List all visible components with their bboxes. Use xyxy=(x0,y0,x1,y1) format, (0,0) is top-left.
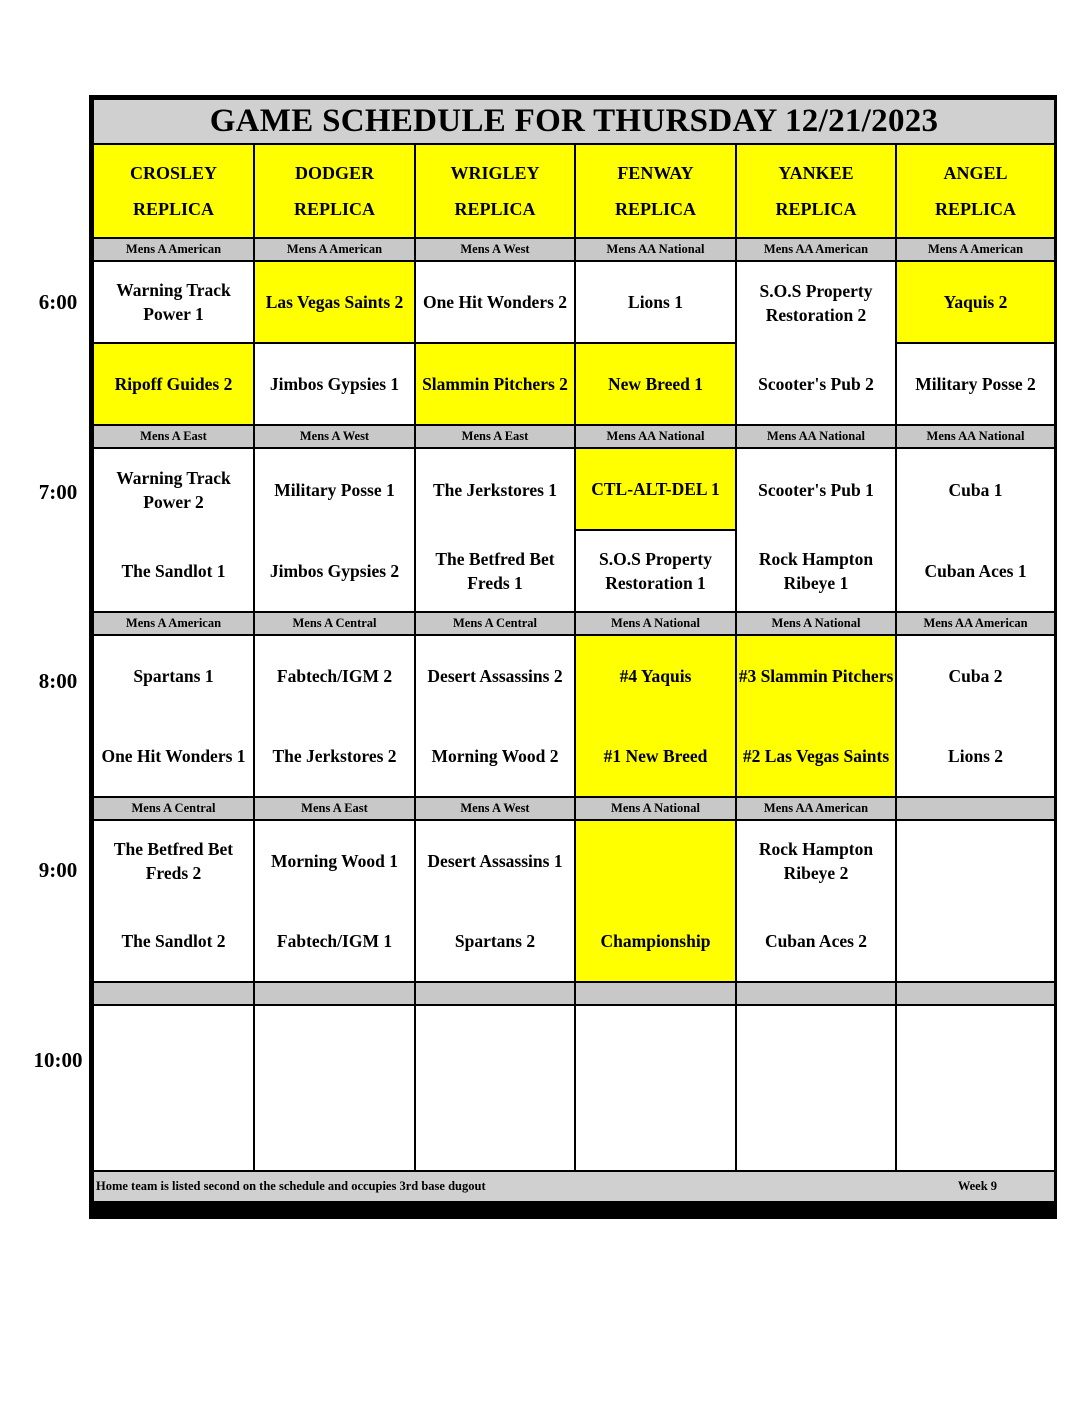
team-cell: Rock Hampton Ribeye 2 xyxy=(736,820,896,901)
team-cell: Cuba 2 xyxy=(896,635,1055,716)
field-name: DODGER xyxy=(294,163,374,183)
division-label: Mens AA American xyxy=(736,238,896,261)
team-cell: Fabtech/IGM 2 xyxy=(254,635,415,716)
division-label: Mens A Central xyxy=(93,797,254,820)
team-cell: Scooter's Pub 2 xyxy=(736,343,896,425)
field-name: FENWAY xyxy=(617,163,694,183)
division-label xyxy=(415,982,575,1005)
team-cell: The Betfred Bet Freds 2 xyxy=(93,820,254,901)
team-cell: The Sandlot 2 xyxy=(93,901,254,982)
division-label: Mens A Central xyxy=(254,612,415,635)
team-cell xyxy=(896,901,1055,982)
team-cell: The Jerkstores 2 xyxy=(254,716,415,797)
team-cell: New Breed 1 xyxy=(575,343,736,425)
field-sub: REPLICA xyxy=(775,199,857,219)
team-cell: #2 Las Vegas Saints xyxy=(736,716,896,797)
division-label: Mens A American xyxy=(896,238,1055,261)
team-cell: Spartans 1 xyxy=(93,635,254,716)
team-cell: Cuban Aces 2 xyxy=(736,901,896,982)
division-label: Mens AA National xyxy=(896,425,1055,448)
team-cell: One Hit Wonders 1 xyxy=(93,716,254,797)
home-team-row xyxy=(93,530,1055,612)
division-row-empty xyxy=(93,982,1055,1005)
empty-cell xyxy=(736,1005,896,1171)
division-label xyxy=(896,797,1055,820)
division-label xyxy=(93,982,254,1005)
field-sub: REPLICA xyxy=(293,199,375,219)
footer-cell xyxy=(93,1171,1055,1202)
time-8: 8:00 xyxy=(38,669,78,693)
team-cell: Jimbos Gypsies 2 xyxy=(254,530,415,612)
team-cell: The Jerkstores 1 xyxy=(415,448,575,530)
home-team-row xyxy=(93,343,1055,425)
team-cell: Morning Wood 2 xyxy=(415,716,575,797)
field-fenway xyxy=(575,144,736,238)
team-cell: Morning Wood 1 xyxy=(254,820,415,901)
away-team-row xyxy=(93,820,1055,901)
field-sub: REPLICA xyxy=(454,199,536,219)
team-cell: The Betfred Bet Freds 1 xyxy=(415,530,575,612)
team-cell xyxy=(575,820,736,901)
away-team-row xyxy=(93,448,1055,530)
team-cell: Warning Track Power 1 xyxy=(93,261,254,343)
empty-cell xyxy=(415,1005,575,1171)
field-sub: REPLICA xyxy=(614,199,696,219)
division-label: Mens AA National xyxy=(736,425,896,448)
team-cell: Cuba 1 xyxy=(896,448,1055,530)
empty-cell xyxy=(254,1005,415,1171)
division-label xyxy=(254,982,415,1005)
field-header-row xyxy=(93,144,1055,238)
team-cell: S.O.S Property Restoration 2 xyxy=(736,261,896,343)
division-label: Mens A Central xyxy=(415,612,575,635)
away-team-row xyxy=(93,261,1055,343)
team-cell: Military Posse 1 xyxy=(254,448,415,530)
division-label xyxy=(896,982,1055,1005)
field-sub: REPLICA xyxy=(935,199,1017,219)
team-cell: Fabtech/IGM 1 xyxy=(254,901,415,982)
division-label: Mens AA American xyxy=(736,797,896,820)
empty-cell xyxy=(896,1005,1055,1171)
division-label: Mens A National xyxy=(736,612,896,635)
field-name: YANKEE xyxy=(778,163,854,183)
footer-row xyxy=(93,1171,1055,1202)
division-label: Mens A East xyxy=(93,425,254,448)
team-cell: Lions 1 xyxy=(575,261,736,343)
division-label: Mens A West xyxy=(254,425,415,448)
team-cell: Lions 2 xyxy=(896,716,1055,797)
division-label: Mens A East xyxy=(254,797,415,820)
team-cell: #3 Slammin Pitchers xyxy=(736,635,896,716)
division-row xyxy=(93,425,1055,448)
team-cell: Slammin Pitchers 2 xyxy=(415,343,575,425)
division-label: Mens AA National xyxy=(575,238,736,261)
field-name: CROSLEY xyxy=(129,163,218,183)
division-label: Mens A East xyxy=(415,425,575,448)
division-label: Mens A American xyxy=(93,612,254,635)
team-cell: CTL-ALT-DEL 1 xyxy=(575,448,736,530)
division-label xyxy=(736,982,896,1005)
team-cell: #4 Yaquis xyxy=(575,635,736,716)
division-row xyxy=(93,238,1055,261)
week-label: Week 9 xyxy=(957,1179,998,1193)
division-label: Mens A West xyxy=(415,797,575,820)
empty-slot-row xyxy=(93,1005,1055,1171)
team-cell: #1 New Breed xyxy=(575,716,736,797)
team-cell: S.O.S Property Restoration 1 xyxy=(575,530,736,612)
division-label: Mens A National xyxy=(575,612,736,635)
footer-note: Home team is listed second on the schedule and occupies 3rd base dugout xyxy=(96,1179,486,1193)
team-cell: Yaquis 2 xyxy=(896,261,1055,343)
division-row xyxy=(93,797,1055,820)
team-cell: Military Posse 2 xyxy=(896,343,1055,425)
team-cell: The Sandlot 1 xyxy=(93,530,254,612)
team-cell: Cuban Aces 1 xyxy=(896,530,1055,612)
time-6: 6:00 xyxy=(38,290,78,314)
team-cell: Championship xyxy=(575,901,736,982)
field-sub: REPLICA xyxy=(132,199,214,219)
team-cell xyxy=(896,820,1055,901)
empty-cell xyxy=(93,1005,254,1171)
schedule-table xyxy=(89,95,1057,1219)
time-10: 10:00 xyxy=(33,1048,83,1072)
home-team-row xyxy=(93,901,1055,982)
field-wrigley xyxy=(415,144,575,238)
team-cell: One Hit Wonders 2 xyxy=(415,261,575,343)
team-cell: Spartans 2 xyxy=(415,901,575,982)
field-dodger xyxy=(254,144,415,238)
team-cell: Scooter's Pub 1 xyxy=(736,448,896,530)
team-cell: Desert Assassins 1 xyxy=(415,820,575,901)
field-angel xyxy=(896,144,1055,238)
empty-cell xyxy=(575,1005,736,1171)
field-name: ANGEL xyxy=(943,163,1008,183)
field-name: WRIGLEY xyxy=(450,163,540,183)
division-label: Mens A American xyxy=(93,238,254,261)
team-cell: Las Vegas Saints 2 xyxy=(254,261,415,343)
team-cell: Jimbos Gypsies 1 xyxy=(254,343,415,425)
division-label: Mens A West xyxy=(415,238,575,261)
home-team-row xyxy=(93,716,1055,797)
division-label: Mens AA National xyxy=(575,425,736,448)
division-label: Mens A American xyxy=(254,238,415,261)
division-label: Mens A National xyxy=(575,797,736,820)
field-yankee xyxy=(736,144,896,238)
division-row xyxy=(93,612,1055,635)
page-title: GAME SCHEDULE FOR THURSDAY 12/21/2023 xyxy=(93,99,1055,144)
time-7: 7:00 xyxy=(38,480,78,504)
team-cell: Ripoff Guides 2 xyxy=(93,343,254,425)
field-crosley xyxy=(93,144,254,238)
division-label: Mens AA American xyxy=(896,612,1055,635)
team-cell: Rock Hampton Ribeye 1 xyxy=(736,530,896,612)
time-9: 9:00 xyxy=(38,858,78,882)
team-cell: Warning Track Power 2 xyxy=(93,448,254,530)
division-label xyxy=(575,982,736,1005)
team-cell: Desert Assassins 2 xyxy=(415,635,575,716)
away-team-row xyxy=(93,635,1055,716)
